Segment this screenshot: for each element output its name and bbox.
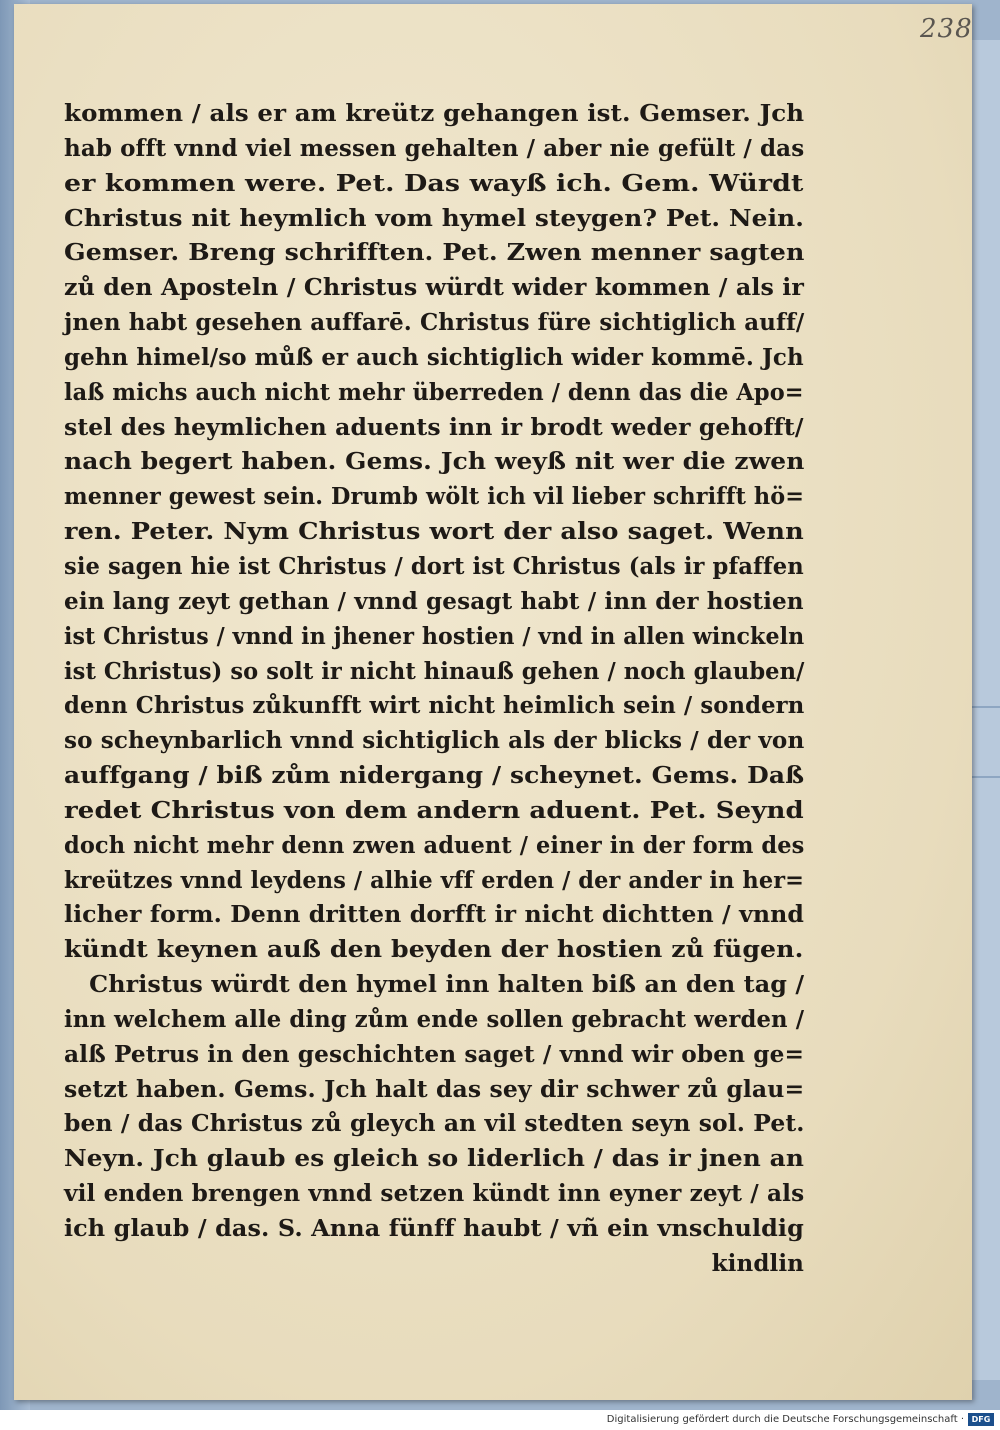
text-line: kommen / als er am kreütz gehangen ist. Gemser. Jch xyxy=(64,100,805,127)
funding-note: Digitalisierung gefördert durch die Deutsche Forschungsgemeinschaft · xyxy=(606,1414,964,1425)
text-line: sie sagen hie ist Christus / dort ist Christus (als ir pfaffen xyxy=(64,552,804,580)
text-line: nach begert haben. Gems. Jch weyß nit wer die zwen xyxy=(64,448,805,476)
text-line: stel des heymlichen aduents inn ir brodt weder gehofft/ xyxy=(64,413,804,441)
footer-bar xyxy=(0,1410,1000,1430)
text-line: ein lang zeyt gethan / vnnd gesagt habt / inn der hostien xyxy=(64,587,804,615)
text-line: gehn himel/so můß er auch sichtiglich wider kommē. Jch xyxy=(64,343,804,371)
text-line: doch nicht mehr denn zwen aduent / einer in der form des xyxy=(64,831,805,859)
text-line: licher form. Denn dritten dorfft ir nicht dichtten / vnnd xyxy=(64,901,805,929)
dfg-logo-icon: DFG xyxy=(968,1413,994,1426)
text-line: menner gewest sein. Drumb wölt ich vil lieber schrifft hö= xyxy=(64,483,805,511)
text-line: laß michs auch nicht mehr überreden / denn das die Apo= xyxy=(64,378,804,406)
text-line: ist Christus / vnnd in jhener hostien / vnd in allen winckeln xyxy=(64,622,805,650)
text-line: ben / das Christus zů gleych an vil stedten seyn sol. Pet. xyxy=(64,1110,805,1138)
text-line: setzt haben. Gems. Jch halt das sey dir schwer zů glau= xyxy=(64,1075,805,1103)
text-line: kündt keynen auß den beyden der hostien zů fügen. xyxy=(64,936,804,964)
text-line: inn welchem alle ding zům ende sollen gebracht werden / xyxy=(64,1005,805,1033)
text-line: ren. Peter. Nym Christus wort der also saget. Wenn xyxy=(64,518,804,546)
catchword: kindlin xyxy=(711,1249,804,1277)
folio-number: 238 xyxy=(920,14,973,44)
text-line: denn Christus zůkunfft wirt nicht heimlich sein / sondern xyxy=(64,692,805,720)
text-line: alß Petrus in den geschichten saget / vnnd wir oben ge= xyxy=(64,1040,805,1068)
text-line: kreützes vnnd leydens / alhie vff erden / der ander in her= xyxy=(64,866,805,894)
text-line: zů den Aposteln / Christus würdt wider kommen / als ir xyxy=(64,274,805,302)
text-line: so scheynbarlich vnnd sichtiglich als der blicks / der von xyxy=(64,727,805,755)
text-line: auffgang / biß zům nidergang / scheynet. Gems. Daß xyxy=(64,762,805,790)
text-line: Christus würdt den hymel inn halten biß an den tag / xyxy=(64,971,805,999)
text-line: ist Christus) so solt ir nicht hinauß gehen / noch glauben/ xyxy=(64,657,805,685)
text-line: redet Christus von dem andern aduent. Pet. Seynd xyxy=(64,796,804,824)
text-line: jnen habt gesehen auffarē. Christus füre sichtiglich auff/ xyxy=(64,309,805,337)
text-line: Gemser. Breng schrifften. Pet. Zwen menner sagten xyxy=(64,239,805,267)
text-line: Christus nit heymlich vom hymel steygen? Pet. Nein. xyxy=(64,204,805,232)
book-page xyxy=(14,4,972,1400)
text-line: Neyn. Jch glaub es gleich so liderlich / das ir jnen an xyxy=(64,1145,804,1173)
text-line: vil enden brengen vnnd setzen kündt inn eyner zeyt / als xyxy=(64,1180,805,1208)
text-line: hab offt vnnd viel messen gehalten / aber nie gefült / das xyxy=(64,134,805,162)
text-block xyxy=(64,97,804,1282)
text-line: er kommen were. Pet. Das wayß ich. Gem. Würdt xyxy=(64,169,804,197)
text-line: ich glaub / das. S. Anna fünff haubt / vñ ein vnschuldig xyxy=(64,1215,804,1242)
